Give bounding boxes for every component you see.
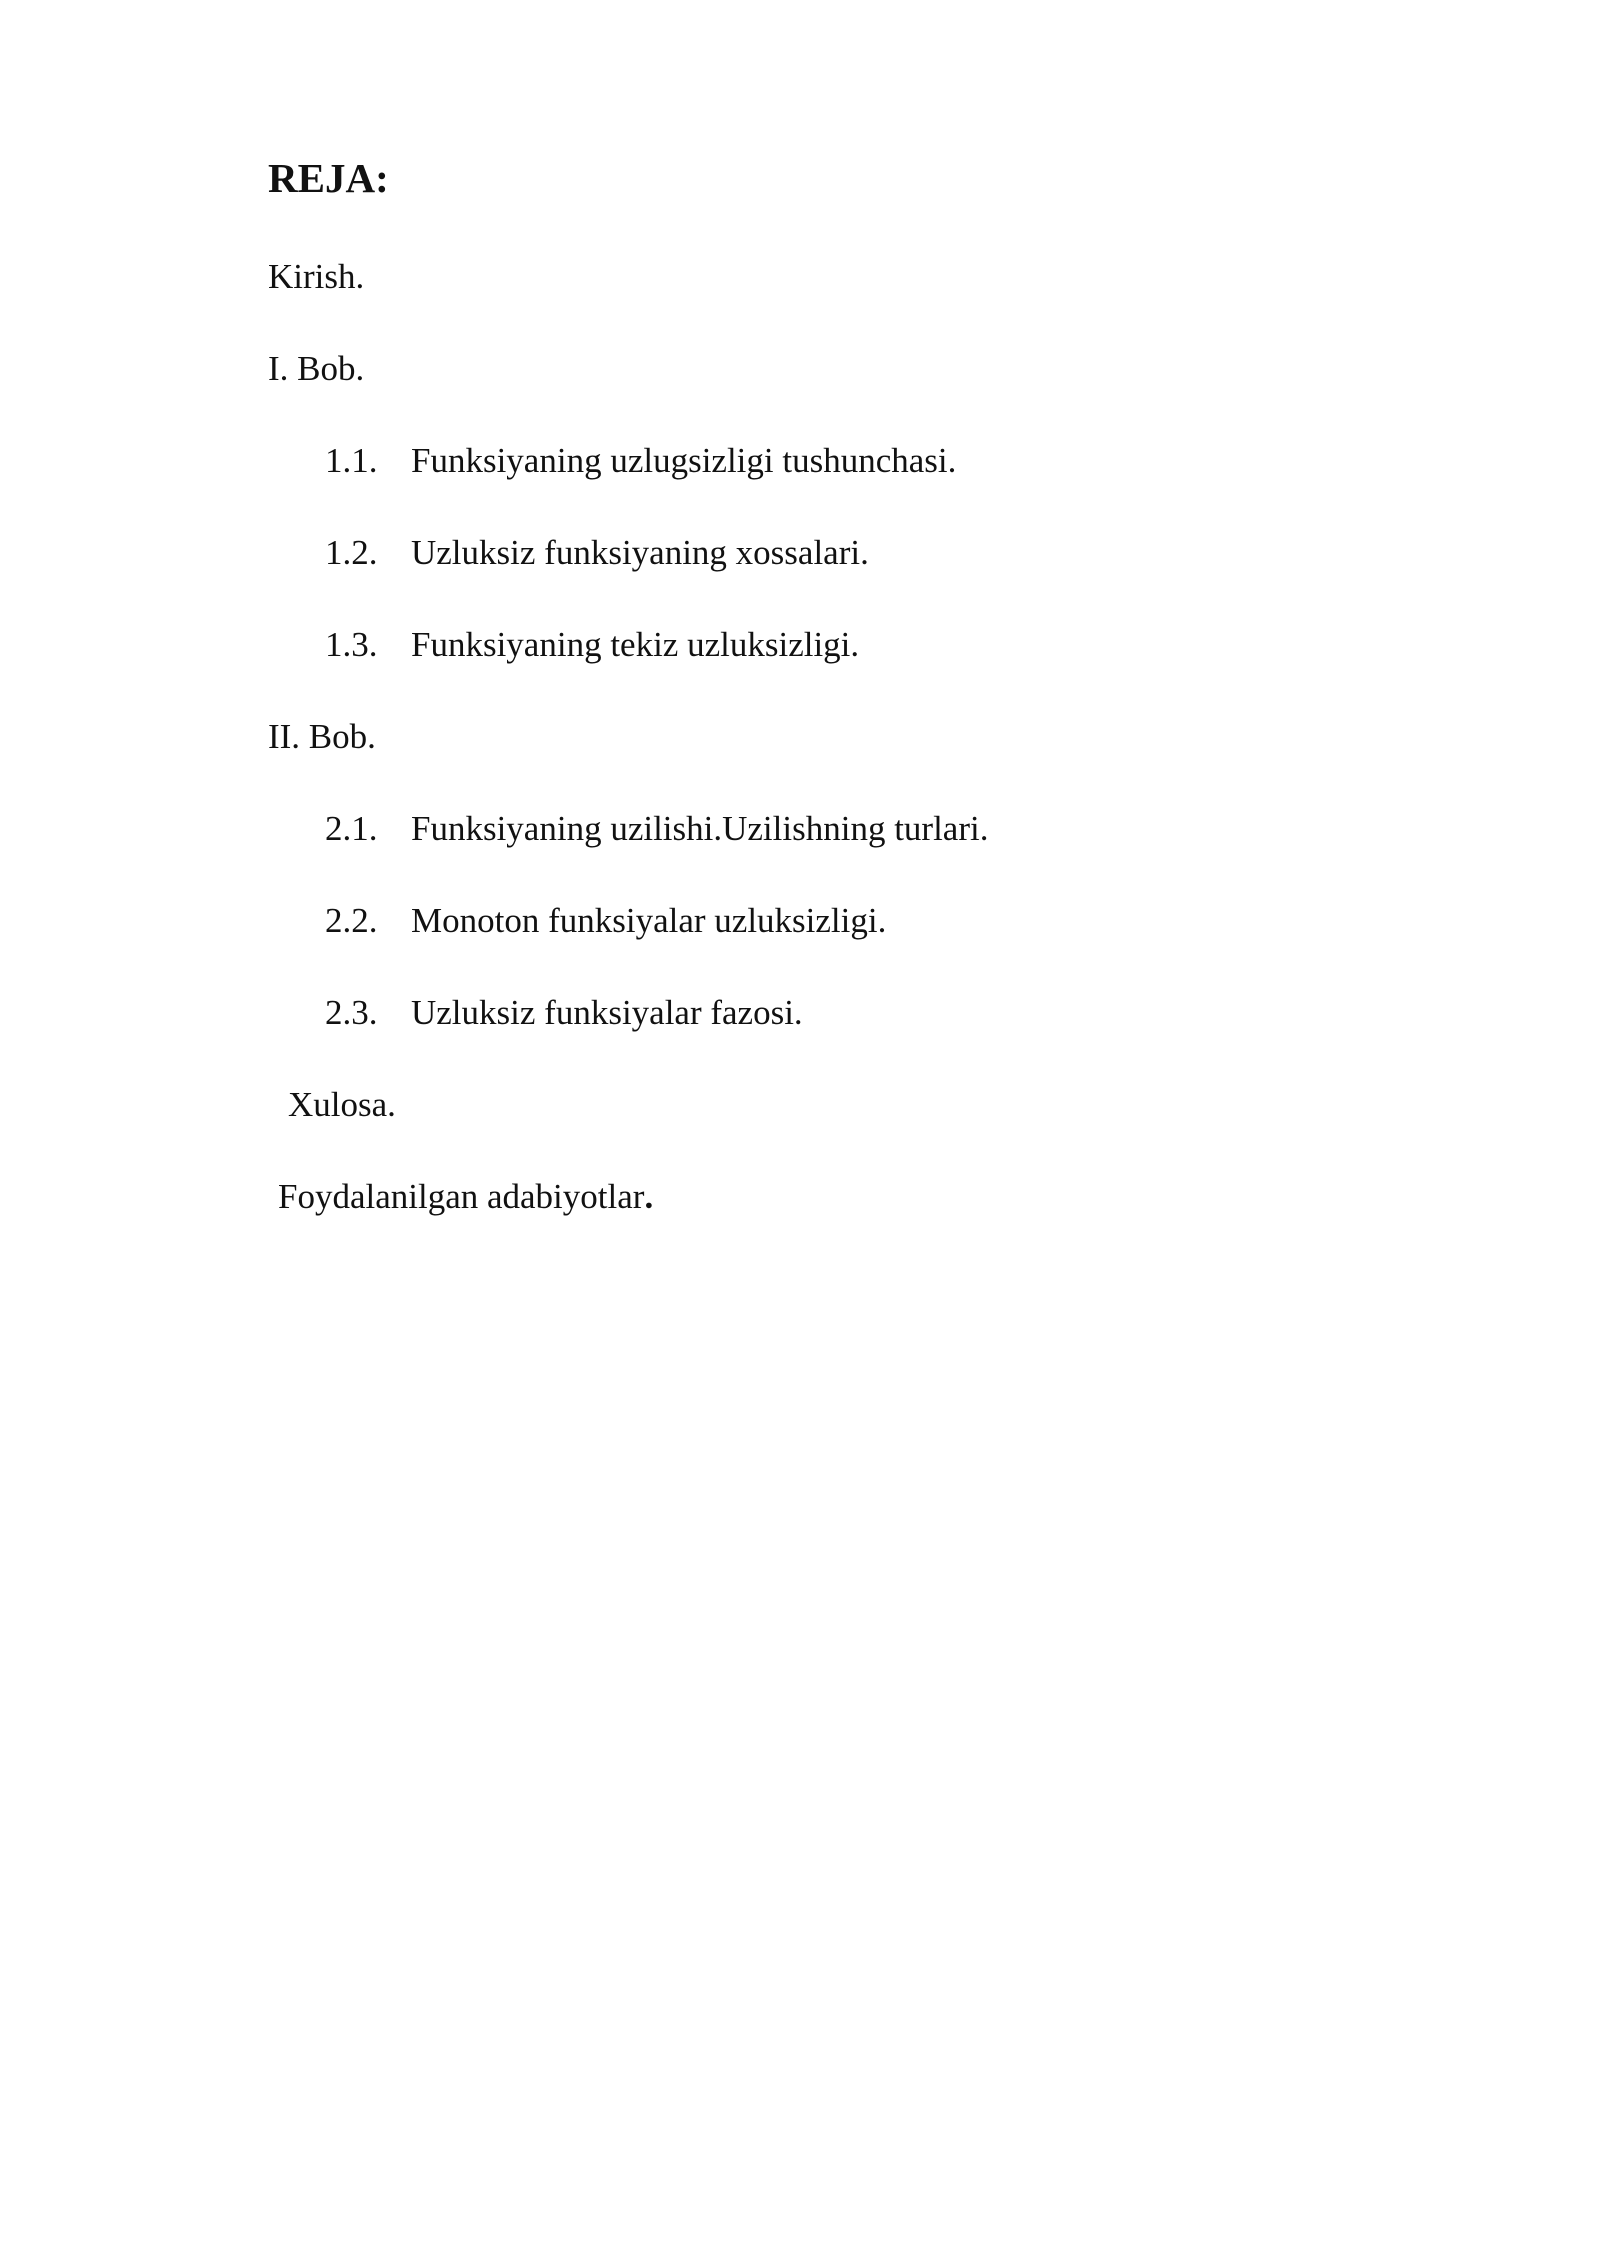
item-number: 1.3. [325,625,378,664]
chapter-2-item-3 [325,993,1225,1033]
intro-line: Kirish. [268,257,365,296]
chapter-1-item-1 [325,441,1225,481]
item-number: 2.3. [325,993,378,1032]
item-number: 1.2. [325,533,378,572]
references-line [278,1177,653,1217]
item-text: Funksiyaning uzlugsizligi tushunchasi. [411,441,957,480]
references-period: . [644,1177,654,1216]
chapter-2-item-2 [325,901,1225,941]
item-text: Uzluksiz funksiyalar fazosi. [411,993,803,1032]
item-number: 1.1. [325,441,378,480]
item-text: Monoton funksiyalar uzluksizligi. [411,901,887,940]
item-text: Uzluksiz funksiyaning xossalari. [411,533,869,572]
chapter-1-heading: I. Bob. [268,349,365,388]
chapter-2-item-1 [325,809,1225,849]
conclusion-line: Xulosa. [288,1085,396,1124]
chapter-1-item-2 [325,533,1225,573]
chapter-2-heading: II. Bob. [268,717,376,756]
item-text: Funksiyaning uzilishi.Uzilishning turlari. [411,809,989,848]
item-text: Funksiyaning tekiz uzluksizligi. [411,625,860,664]
item-number: 2.1. [325,809,378,848]
chapter-1-item-3 [325,625,1225,665]
item-number: 2.2. [325,901,378,940]
page-title: REJA: [268,155,389,201]
references-text: Foydalanilgan adabiyotlar [278,1177,645,1216]
